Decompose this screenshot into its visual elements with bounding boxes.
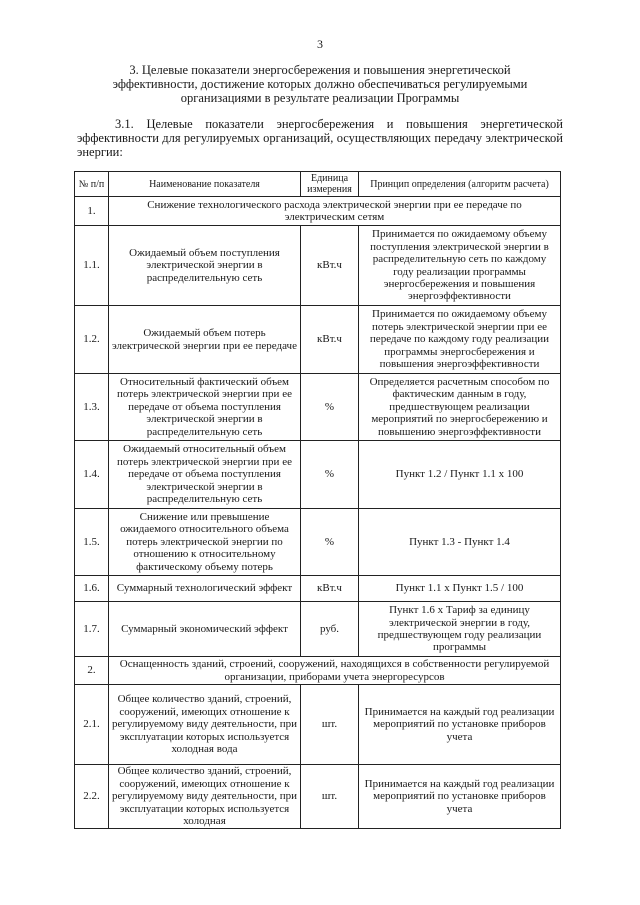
indicator-unit: кВт.ч xyxy=(301,226,359,306)
header-unit: Единица измерения xyxy=(301,172,359,197)
section-heading: 3. Целевые показатели энергосбережения и повышения энергетической эффективности, достижение которых должно обеспечиваться регулируемыми организациями в результате реализации Программы xyxy=(112,63,528,105)
row-number: 1.5. xyxy=(75,509,109,576)
indicator-principle: Пункт 1.6 х Тариф за единицу электрической энергии в году, предшествующем году реализации программы xyxy=(359,602,561,657)
row-number: 1.1. xyxy=(75,226,109,306)
indicator-principle: Определяется расчетным способом по фактическим данным в году, предшествующем реализации мероприятий по энергосбережению и повышению энергоэффективности xyxy=(359,374,561,441)
row-number: 1.2. xyxy=(75,306,109,374)
row-number: 2.2. xyxy=(75,765,109,829)
indicator-name: Относительный фактический объем потерь электрической энергии при ее передаче от объема поступления электрической энергии в распределительную сеть xyxy=(109,374,301,441)
table-section-row xyxy=(75,657,561,685)
indicator-unit: руб. xyxy=(301,602,359,657)
indicator-unit: % xyxy=(301,441,359,509)
table-row xyxy=(75,306,561,374)
indicators-table xyxy=(74,171,561,829)
table-header-row xyxy=(75,172,561,197)
indicator-principle: Принимается на каждый год реализации мероприятий по установке приборов учета xyxy=(359,685,561,765)
indicator-name: Ожидаемый объем поступления электрической энергии в распределительную сеть xyxy=(109,226,301,306)
row-number: 1.3. xyxy=(75,374,109,441)
section-title: Снижение технологического расхода электрической энергии при ее передаче по электрическим сетям xyxy=(109,197,561,226)
indicator-principle: Пункт 1.3 - Пункт 1.4 xyxy=(359,509,561,576)
table-row xyxy=(75,226,561,306)
page-number: 3 xyxy=(317,37,323,51)
indicator-unit: шт. xyxy=(301,685,359,765)
section-title: Оснащенность зданий, строений, сооружений, находящихся в собственности регулируемой организации, приборами учета энергоресурсов xyxy=(109,657,561,685)
indicator-name: Ожидаемый объем потерь электрической энергии при ее передаче xyxy=(109,306,301,374)
row-number: 1.6. xyxy=(75,576,109,602)
indicator-principle: Пункт 1.2 / Пункт 1.1 х 100 xyxy=(359,441,561,509)
indicator-unit: % xyxy=(301,509,359,576)
row-number: 1.4. xyxy=(75,441,109,509)
table-row xyxy=(75,509,561,576)
indicator-name: Общее количество зданий, строений, сооружений, имеющих отношение к регулируемому виду деятельности, при эксплуатации которых используется холодная вода xyxy=(109,685,301,765)
indicator-unit: % xyxy=(301,374,359,441)
table-row xyxy=(75,374,561,441)
table-section-row xyxy=(75,197,561,226)
indicator-name: Суммарный экономический эффект xyxy=(109,602,301,657)
indicator-principle: Принимается на каждый год реализации мероприятий по установке приборов учета xyxy=(359,765,561,829)
intro-paragraph: 3.1. Целевые показатели энергосбережения и повышения энергетической эффективности для регулируемых организаций, осуществляющих передачу электрической энергии: xyxy=(77,117,563,159)
table-row xyxy=(75,685,561,765)
header-indicator-name: Наименование показателя xyxy=(109,172,301,197)
indicator-principle: Принимается по ожидаемому объему потерь электрической энергии при ее передаче по каждому году реализации программы энергосбережения и повышения энергоэффективности xyxy=(359,306,561,374)
row-number: 2.1. xyxy=(75,685,109,765)
indicator-name: Общее количество зданий, строений, сооружений, имеющих отношение к регулируемому виду деятельности, при эксплуатации которых используется холодная xyxy=(109,765,301,829)
table-row xyxy=(75,441,561,509)
indicator-name: Суммарный технологический эффект xyxy=(109,576,301,602)
header-number: № п/п xyxy=(75,172,109,197)
indicator-name: Ожидаемый относительный объем потерь электрической энергии при ее передаче от объема поступления электрической энергии в распределительную сеть xyxy=(109,441,301,509)
indicator-unit: шт. xyxy=(301,765,359,829)
table-row xyxy=(75,576,561,602)
header-principle: Принцип определения (алгоритм расчета) xyxy=(359,172,561,197)
indicator-unit: кВт.ч xyxy=(301,576,359,602)
indicator-name: Снижение или превышение ожидаемого относительного объема потерь электрической энергии по отношению к относительному фактическому объему потерь xyxy=(109,509,301,576)
row-number: 2. xyxy=(75,657,109,685)
indicator-principle: Принимается по ожидаемому объему поступления электрической энергии в распределительную сеть по каждому году реализации программы энергосбережения и повышения энергоэффективности xyxy=(359,226,561,306)
table-row xyxy=(75,765,561,829)
row-number: 1. xyxy=(75,197,109,226)
row-number: 1.7. xyxy=(75,602,109,657)
indicator-unit: кВт.ч xyxy=(301,306,359,374)
table-row xyxy=(75,602,561,657)
indicator-principle: Пункт 1.1 х Пункт 1.5 / 100 xyxy=(359,576,561,602)
